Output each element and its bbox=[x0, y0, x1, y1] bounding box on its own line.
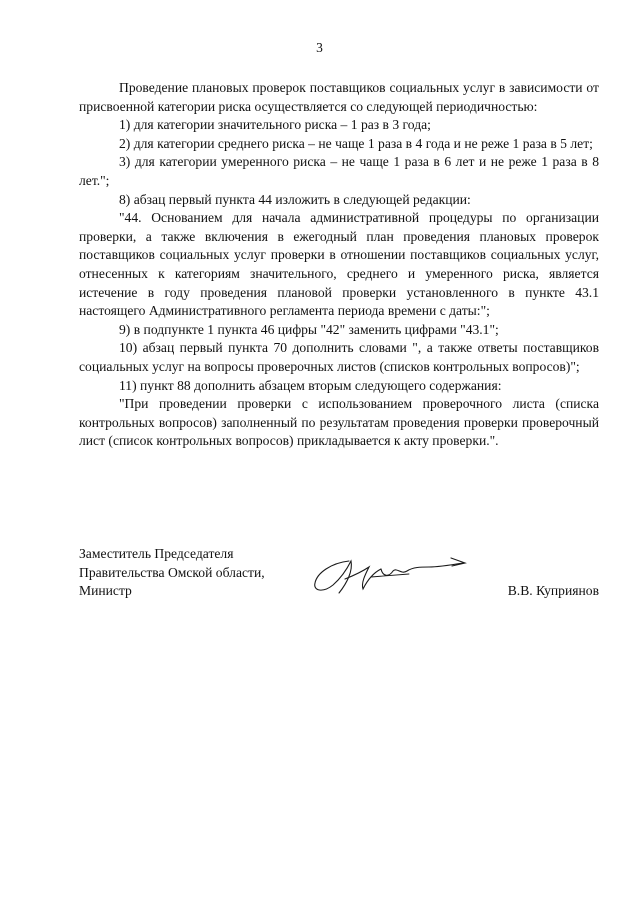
paragraph-clause-88: "При проведении проверки с использованием проверочного листа (списка контрольных вопросов) заполненный по результатам проведения проверки проверочный лист (список контрольных вопросов) прикладывается к акту проверки.". bbox=[79, 396, 599, 449]
document-body bbox=[79, 79, 599, 451]
signatory-name: В.В. Куприянов bbox=[507, 583, 599, 598]
signatory-position-line: Правительства Омской области, bbox=[79, 564, 265, 580]
paragraph-periodicity-intro: Проведение плановых проверок поставщиков социальных услуг в зависимости от присвоенной категории риска осуществляется со следующей периодичностью: bbox=[79, 80, 599, 114]
signatory-position bbox=[79, 545, 319, 601]
signature-block bbox=[79, 545, 599, 605]
signatory-position-line: Министр bbox=[79, 583, 132, 599]
paragraph-item-10: 10) абзац первый пункта 70 дополнить словами ", а также ответы поставщиков социальных услуг на вопросы проверочных листов (списков контрольных вопросов)"; bbox=[79, 340, 599, 374]
paragraph-item-8: 8) абзац первый пункта 44 изложить в следующей редакции: bbox=[119, 191, 471, 207]
paragraph-clause-44: "44. Основанием для начала административной процедуры по организации проверки, а также включения в ежегодный план проведения плановых проверок поставщиков социальных услуг проверки в отношении поставщиков социальных услуг, отнесенных к категориям значительного, среднего и умеренного риска, является истечение в году проведения плановой проверки установленного в пункте 43.1 настоящего Административного регламента периода времени с даты:"; bbox=[79, 210, 599, 319]
signatory-position-line: Заместитель Председателя bbox=[79, 546, 234, 561]
paragraph-risk-significant: 1) для категории значительного риска – 1 раз в 3 года; bbox=[119, 117, 431, 133]
page-number: 3 bbox=[316, 40, 323, 55]
paragraph-item-9: 9) в подпункте 1 пункта 46 цифры "42" заменить цифрами "43.1"; bbox=[119, 321, 499, 337]
handwritten-signature bbox=[311, 549, 481, 599]
paragraph-risk-medium: 2) для категории среднего риска – не чаще 1 раза в 4 года и не реже 1 раза в 5 лет; bbox=[119, 135, 593, 151]
paragraph-risk-moderate: 3) для категории умеренного риска – не чаще 1 раза в 6 лет и не реже 1 раза в 8 лет."; bbox=[79, 154, 599, 188]
paragraph-item-11: 11) пункт 88 дополнить абзацем вторым следующего содержания: bbox=[119, 377, 502, 393]
